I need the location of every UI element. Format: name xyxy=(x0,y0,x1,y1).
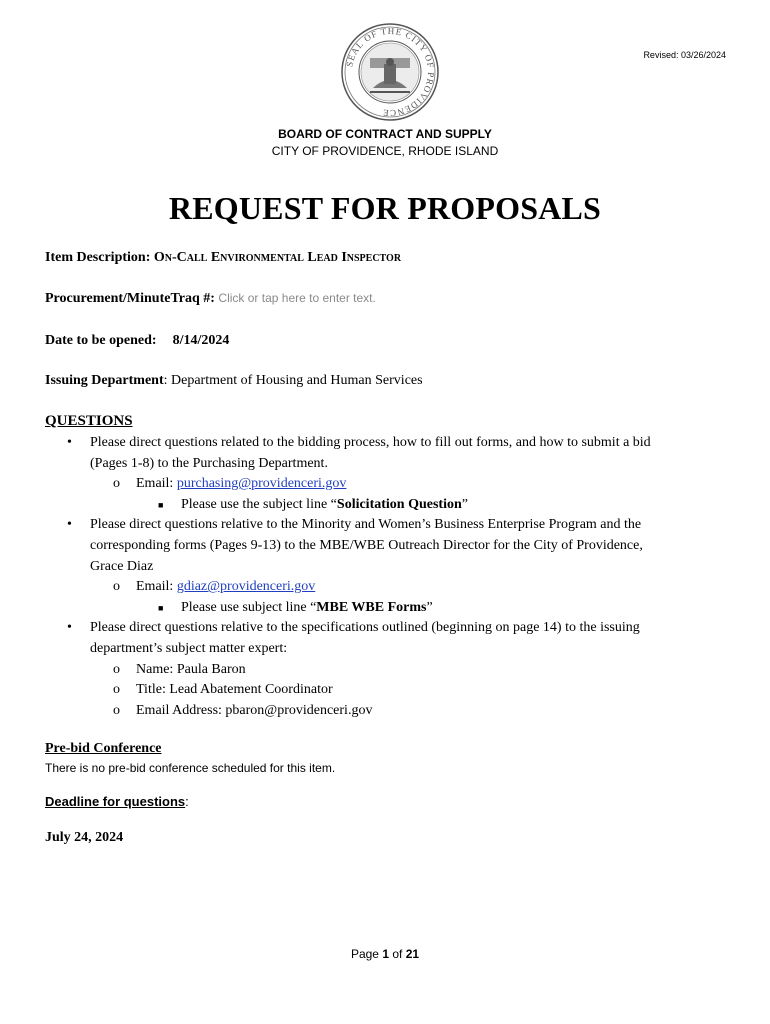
subject-close: ” xyxy=(461,496,468,512)
bullet-icon: • xyxy=(67,517,72,533)
issuing-value: : Department of Housing and Human Services xyxy=(163,373,423,388)
circle-bullet-icon: o xyxy=(113,661,120,677)
deadline-heading xyxy=(45,794,189,809)
procurement-label: Procurement/MinuteTraq #: xyxy=(45,291,219,306)
list-item-text: Please direct questions relative to the specifications outlined (beginning on page 14) to the issuing xyxy=(90,620,640,636)
gdiaz-email-link[interactable]: gdiaz@providenceri.gov xyxy=(176,579,316,595)
date-to-be-opened xyxy=(45,333,229,349)
contact-name: Name: Paula Baron xyxy=(136,661,246,677)
city-heading: CITY OF PROVIDENCE, RHODE ISLAND xyxy=(271,144,499,158)
list-item xyxy=(45,433,725,474)
issuing-label: Issuing Department xyxy=(45,373,164,388)
page-word: Page xyxy=(350,947,383,961)
contact-email: Email Address: pbaron@providenceri.gov xyxy=(136,702,373,718)
list-item-text: Please direct questions related to the bidding process, how to fill out forms, and how to submit a bid xyxy=(90,435,651,450)
square-bullet-icon: ■ xyxy=(158,602,164,613)
svg-text:SEAL OF THE CITY OF PROVIDENCE: SEAL OF THE CITY OF PROVIDENCE xyxy=(344,25,437,119)
deadline-heading-text: Deadline for questions xyxy=(45,794,186,809)
subject-bold: Solicitation Question xyxy=(336,496,462,512)
deadline-date: July 24, 2024 xyxy=(45,830,124,845)
of-word: of xyxy=(389,947,406,961)
contact-title: Title: Lead Abatement Coordinator xyxy=(136,682,333,698)
issuing-department xyxy=(45,373,423,389)
item-description xyxy=(45,250,401,266)
list-subsubitem xyxy=(45,598,725,619)
list-subitem xyxy=(45,577,725,598)
list-subsubitem xyxy=(45,495,725,516)
bullet-icon: • xyxy=(67,435,72,450)
list-item-text: Grace Diaz xyxy=(90,558,154,574)
date-value: 8/14/2024 xyxy=(172,333,230,348)
item-description-label: Item Description: xyxy=(45,250,154,265)
subject-close: ” xyxy=(426,599,433,615)
list-item-text: corresponding forms (Pages 9-13) to the MBE/WBE Outreach Director for the City of Providence, xyxy=(90,537,643,553)
item-description-value: On-Call Environmental Lead Inspector xyxy=(153,250,402,265)
prebid-heading: Pre-bid Conference xyxy=(45,741,162,756)
circle-bullet-icon: o xyxy=(113,476,120,492)
list-subitem xyxy=(45,660,725,681)
city-seal-logo xyxy=(340,22,440,122)
list-item-text: department’s subject matter expert: xyxy=(90,640,288,656)
purchasing-email-link[interactable]: purchasing@providenceri.gov xyxy=(176,476,347,492)
subject-text: Please use subject line “ xyxy=(181,599,317,615)
questions-list xyxy=(45,433,725,721)
prebid-text: There is no pre-bid conference scheduled for this item. xyxy=(45,761,336,775)
procurement-input[interactable]: Click or tap here to enter text. xyxy=(218,291,376,305)
page-total: 21 xyxy=(405,947,420,961)
list-item-text: (Pages 1-8) to the Purchasing Department. xyxy=(90,455,328,471)
list-item-text: Please direct questions relative to the Minority and Women’s Business Enterprise Program and the xyxy=(90,517,642,533)
circle-bullet-icon: o xyxy=(113,579,120,595)
procurement-number xyxy=(45,291,376,307)
board-heading: BOARD OF CONTRACT AND SUPPLY xyxy=(278,127,492,141)
page-number: 1 xyxy=(382,947,389,961)
list-item xyxy=(45,515,725,577)
email-label: Email: xyxy=(136,476,177,492)
page-footer xyxy=(0,947,770,961)
list-item xyxy=(45,618,725,659)
bullet-icon: • xyxy=(67,620,72,636)
date-label: Date to be opened: xyxy=(45,333,157,348)
questions-heading: QUESTIONS xyxy=(45,413,133,429)
revised-date: Revised: 03/26/2024 xyxy=(643,50,726,60)
square-bullet-icon: ■ xyxy=(158,499,164,510)
deadline-colon: : xyxy=(185,794,189,809)
list-subitem xyxy=(45,701,725,722)
subject-bold: MBE WBE Forms xyxy=(316,599,427,615)
circle-bullet-icon: o xyxy=(113,702,120,718)
subject-text: Please use the subject line “ xyxy=(181,496,337,512)
list-subitem xyxy=(45,474,725,495)
list-subitem xyxy=(45,680,725,701)
document-title: REQUEST FOR PROPOSALS xyxy=(168,190,602,226)
email-label: Email: xyxy=(136,579,177,595)
circle-bullet-icon: o xyxy=(113,682,120,698)
